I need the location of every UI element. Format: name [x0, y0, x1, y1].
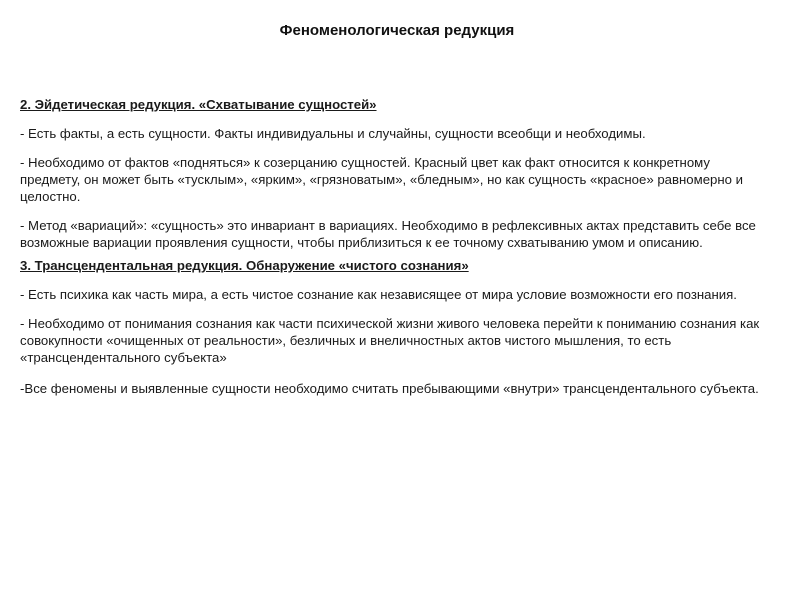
section-eidetic-heading: 2. Эйдетическая редукция. «Схватывание сущностей» — [20, 97, 377, 112]
slide-content — [20, 96, 772, 409]
paragraph-variation-method: - Метод «вариаций»: «сущность» это инвариант в вариациях. Необходимо в рефлексивных актах представить себе все возможные вариации проявления сущности, чтобы приблизиться к ее точному схватыванию умом и описанию. — [20, 218, 756, 250]
paragraph-phenomena-inside-subject: -Все феномены и выявленные сущности необходимо считать пребывающими «внутри» трансцендентального субъекта. — [20, 381, 759, 396]
paragraph-rise-to-essences: - Необходимо от фактов «подняться» к созерцанию сущностей. Красный цвет как факт относится к конкретному предмету, он может быть «тусклым», «ярким», «грязноватым», «бледным», но как сущность «красное» равномерно и целостно. — [20, 155, 744, 204]
slide-title: Феноменологическая редукция — [279, 22, 515, 39]
paragraph-transcendental-subject: - Необходимо от понимания сознания как части психической жизни живого человека перейти к пониманию сознания как совокупности «очищенных от реальности», безличных и внеличностных актов чистого мышления, то есть «трансцендентального субъекта» — [20, 316, 760, 365]
paragraph-psyche-pure-consciousness: - Есть психика как часть мира, а есть чистое сознание как независящее от мира условие возможности его познания. — [20, 287, 737, 302]
paragraph-facts-essences: - Есть факты, а есть сущности. Факты индивидуальны и случайны, сущности всеобщи и необходимы. — [20, 126, 646, 141]
section-transcendental-heading: 3. Трансцендентальная редукция. Обнаружение «чистого сознания» — [20, 258, 469, 273]
